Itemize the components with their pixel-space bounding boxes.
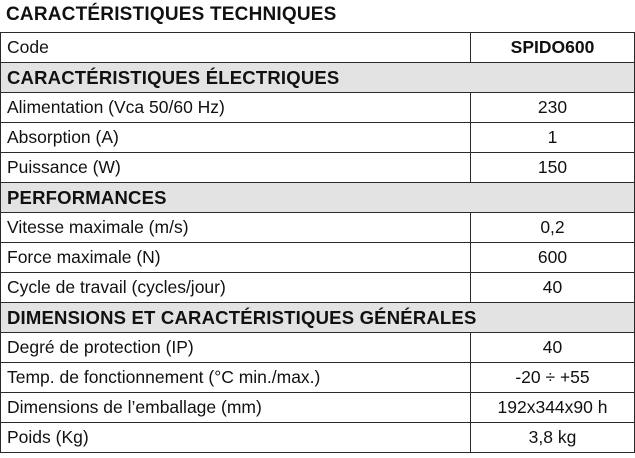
row-label: Puissance (W) xyxy=(1,153,471,183)
table-row xyxy=(1,213,635,243)
section-header-electrical xyxy=(1,63,635,93)
row-label: Cycle de travail (cycles/jour) xyxy=(1,273,471,303)
row-value: -20 ÷ +55 xyxy=(471,363,635,393)
section-heading: CARACTÉRISTIQUES ÉLECTRIQUES xyxy=(1,63,635,93)
row-label: Temp. de fonctionnement (°C min./max.) xyxy=(1,363,471,393)
table-row xyxy=(1,123,635,153)
section-header-dimensions xyxy=(1,303,635,333)
row-value: 1 xyxy=(471,123,635,153)
row-value: 600 xyxy=(471,243,635,273)
row-label: Absorption (A) xyxy=(1,123,471,153)
table-row xyxy=(1,153,635,183)
row-label: Code xyxy=(1,33,471,63)
row-value: 0,2 xyxy=(471,213,635,243)
row-label: Vitesse maximale (m/s) xyxy=(1,213,471,243)
row-value: 3,8 kg xyxy=(471,423,635,453)
row-value: 40 xyxy=(471,333,635,363)
row-label: Degré de protection (IP) xyxy=(1,333,471,363)
table-row xyxy=(1,363,635,393)
table-row xyxy=(1,93,635,123)
table-row xyxy=(1,333,635,363)
row-label: Alimentation (Vca 50/60 Hz) xyxy=(1,93,471,123)
table-row xyxy=(1,243,635,273)
table-row xyxy=(1,273,635,303)
section-heading: DIMENSIONS ET CARACTÉRISTIQUES GÉNÉRALES xyxy=(1,303,635,333)
spec-table xyxy=(0,32,635,453)
row-label: Force maximale (N) xyxy=(1,243,471,273)
page-title: CARACTÉRISTIQUES TECHNIQUES xyxy=(6,4,337,25)
section-header-performance xyxy=(1,183,635,213)
table-row xyxy=(1,423,635,453)
table-row xyxy=(1,393,635,423)
row-label: Poids (Kg) xyxy=(1,423,471,453)
row-value: 150 xyxy=(471,153,635,183)
row-value: 192x344x90 h xyxy=(471,393,635,423)
row-value: 230 xyxy=(471,93,635,123)
row-label: Dimensions de l’emballage (mm) xyxy=(1,393,471,423)
row-value: 40 xyxy=(471,273,635,303)
table-row-code xyxy=(1,33,635,63)
row-value: SPIDO600 xyxy=(471,33,635,63)
section-heading: PERFORMANCES xyxy=(1,183,635,213)
